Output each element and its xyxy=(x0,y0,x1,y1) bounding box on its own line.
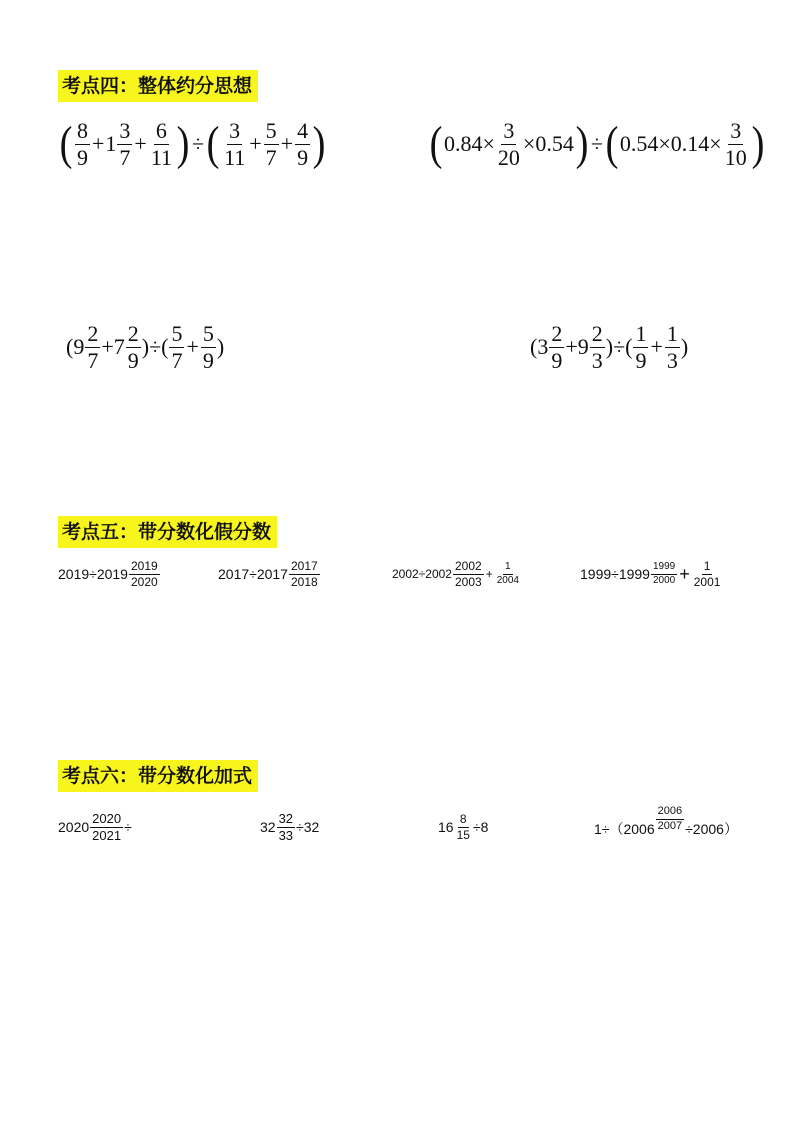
plus-sign: + xyxy=(91,131,105,156)
numerator: 2017 xyxy=(290,558,318,573)
fraction xyxy=(692,560,723,588)
fraction xyxy=(496,119,522,168)
right-paren: ) xyxy=(176,117,190,170)
divide-sign: ÷ xyxy=(192,131,205,156)
numerator: 5 xyxy=(171,321,183,347)
fraction xyxy=(549,322,564,371)
numerator: 1 xyxy=(703,558,711,573)
fraction xyxy=(126,322,141,371)
fraction xyxy=(169,322,184,371)
denominator: 7 xyxy=(171,347,183,373)
problem-6-3 xyxy=(438,806,488,848)
numerator: 2 xyxy=(591,321,603,347)
denominator: 2021 xyxy=(92,827,122,843)
expression-text: 2002÷2002 xyxy=(392,567,452,581)
numerator: 1 xyxy=(666,321,678,347)
numerator: 3 xyxy=(229,118,241,144)
fraction xyxy=(455,813,472,841)
left-paren: ( xyxy=(206,117,220,170)
plus-sign: + xyxy=(650,334,663,359)
plus-sign: + xyxy=(249,131,262,156)
denominator: 11 xyxy=(224,144,246,170)
expression-text: (3 xyxy=(530,334,549,359)
expression-text: )÷( xyxy=(141,334,169,359)
denominator: 3 xyxy=(591,347,603,373)
expression-text: ÷32 xyxy=(296,819,320,835)
fraction xyxy=(723,119,749,168)
problem-4-4 xyxy=(530,318,688,376)
expression-text: 0.54×0.14× xyxy=(619,131,722,156)
numerator: 1999 xyxy=(651,562,677,575)
denominator: 33 xyxy=(278,827,294,843)
denominator: 10 xyxy=(724,144,747,170)
numerator: 2 xyxy=(127,321,139,347)
denominator: 2004 xyxy=(496,574,519,586)
numerator: 1 xyxy=(635,321,647,347)
denominator: 3 xyxy=(666,347,678,373)
denominator: 9 xyxy=(635,347,647,373)
numerator: 3 xyxy=(119,118,131,144)
numerator: 3 xyxy=(730,118,742,144)
denominator: 11 xyxy=(150,144,173,170)
numerator: 5 xyxy=(265,118,277,144)
fraction xyxy=(264,119,279,168)
denominator: 9 xyxy=(202,347,214,373)
plus-sign: + xyxy=(485,567,493,581)
left-paren: ( xyxy=(605,117,619,170)
right-paren: ) xyxy=(751,117,765,170)
numerator: 3 xyxy=(503,118,515,144)
expression-text: +7 xyxy=(101,334,125,359)
expression-text: ÷2006） xyxy=(685,821,738,837)
expression-text: 2019÷2019 xyxy=(58,566,128,582)
denominator: 9 xyxy=(551,347,563,373)
denominator: 2000 xyxy=(652,574,676,586)
right-paren: ) xyxy=(312,117,326,170)
numerator: 6 xyxy=(155,118,167,144)
fraction xyxy=(277,812,295,842)
numerator: 8 xyxy=(76,118,88,144)
fraction xyxy=(289,560,320,588)
expression-text: (9 xyxy=(66,334,85,359)
denominator: 9 xyxy=(76,144,88,170)
numerator: 2006 xyxy=(656,806,684,820)
right-paren: ) xyxy=(575,117,589,170)
fraction xyxy=(85,322,100,371)
plus-sign: + xyxy=(679,563,690,584)
expression-text: 0.84× xyxy=(443,131,495,156)
fraction xyxy=(129,560,160,588)
numerator: 1 xyxy=(503,562,513,575)
divide-sign: ÷ xyxy=(590,131,603,156)
numerator: 5 xyxy=(202,321,214,347)
expression-text: 32 xyxy=(260,819,276,835)
fraction xyxy=(665,322,680,371)
problem-5-1 xyxy=(58,556,161,592)
fraction xyxy=(117,119,132,168)
denominator: 9 xyxy=(127,347,139,373)
problem-5-3 xyxy=(392,556,522,592)
denominator: 2003 xyxy=(454,574,482,589)
numerator: 32 xyxy=(278,810,294,826)
expression-text: ) xyxy=(216,334,225,359)
plus-sign: + xyxy=(280,131,294,156)
left-paren: ( xyxy=(429,117,443,170)
problem-5-4 xyxy=(580,556,723,592)
plus-sign: + xyxy=(134,131,147,156)
numerator: 4 xyxy=(297,118,309,144)
fraction xyxy=(222,119,247,168)
numerator: 2 xyxy=(87,321,99,347)
denominator: 2001 xyxy=(693,574,721,589)
expression-text: )÷( xyxy=(605,334,633,359)
denominator: 7 xyxy=(87,347,99,373)
expression-text: 1÷（2006 xyxy=(594,821,655,837)
problem-6-1 xyxy=(58,806,132,848)
denominator: 2018 xyxy=(290,574,318,589)
expression-text: +9 xyxy=(565,334,589,359)
denominator: 20 xyxy=(497,144,520,170)
numerator: 2 xyxy=(551,321,563,347)
fraction xyxy=(75,119,90,168)
fraction xyxy=(590,322,605,371)
fraction xyxy=(651,562,677,586)
fraction xyxy=(633,322,648,371)
fraction xyxy=(453,560,484,588)
numerator: 8 xyxy=(459,811,467,826)
numerator: 2002 xyxy=(454,558,482,573)
problem-4-3 xyxy=(66,318,224,376)
denominator: 15 xyxy=(456,827,470,842)
section-title-4: 考点四：整体约分思想 xyxy=(58,70,258,102)
whole-number: 1 xyxy=(105,131,117,156)
denominator: 2020 xyxy=(130,574,158,589)
expression-text: 2017÷2017 xyxy=(218,566,288,582)
fraction xyxy=(495,562,521,586)
section-title-6: 考点六：带分数化加式 xyxy=(58,760,258,792)
expression-text: ÷8 xyxy=(472,819,489,835)
denominator: 9 xyxy=(297,144,309,170)
problem-4-2 xyxy=(428,112,766,176)
fraction xyxy=(201,322,216,371)
denominator: 7 xyxy=(119,144,131,170)
section-title-5: 考点五：带分数化假分数 xyxy=(58,516,277,548)
plus-sign: + xyxy=(186,334,199,359)
expression-text: ) xyxy=(680,334,689,359)
denominator: 2007 xyxy=(657,819,683,832)
numerator: 2020 xyxy=(92,810,122,826)
denominator: 7 xyxy=(265,144,277,170)
expression-text: ×0.54 xyxy=(522,131,574,156)
expression-text: ÷ xyxy=(124,819,132,835)
expression-text: 1999÷1999 xyxy=(580,566,650,582)
expression-text: 2020 xyxy=(58,819,90,835)
numerator: 2019 xyxy=(130,558,158,573)
fraction xyxy=(656,806,684,832)
problem-4-1 xyxy=(58,112,327,176)
problem-6-4 xyxy=(594,798,738,848)
problem-5-2 xyxy=(218,556,321,592)
fraction xyxy=(90,812,123,842)
fraction xyxy=(149,119,174,168)
left-paren: ( xyxy=(59,117,73,170)
expression-text: 16 xyxy=(438,819,454,835)
fraction xyxy=(295,119,310,168)
problem-6-2 xyxy=(260,806,319,848)
